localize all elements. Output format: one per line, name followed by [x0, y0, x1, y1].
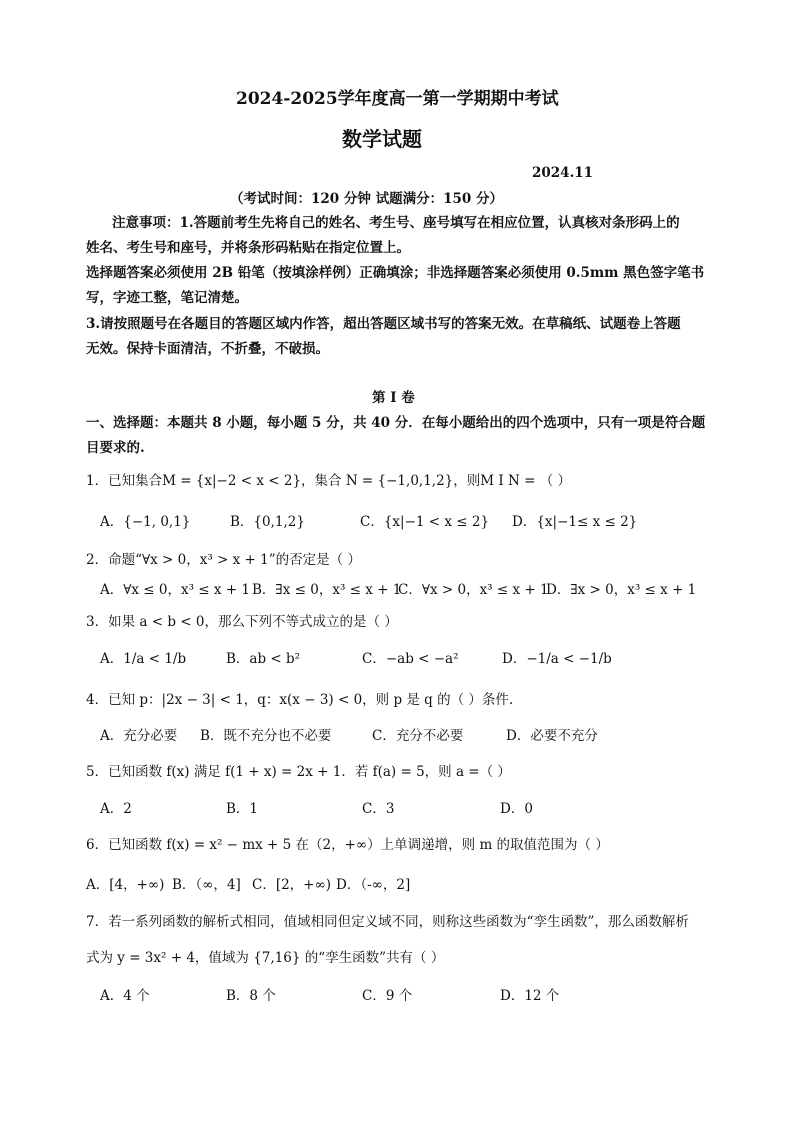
question-1-option-d: D．{x|−1≤ x ≤ 2}: [512, 514, 638, 530]
question-6-option-c: C．[2，+∞): [252, 877, 332, 893]
question-7-option-b: B．8 个: [226, 988, 276, 1004]
question-4-option-a: A．充分必要: [100, 728, 178, 744]
question-7-stem-2: 式为 y = 3x² + 4，值域为 {7,16} 的“孪生函数”共有（ ）: [86, 950, 445, 966]
question-1-option-a: A．{−1, 0,1}: [100, 514, 191, 530]
question-4-stem: 4．已知 p：|2x − 3| < 1，q：x(x − 3) < 0，则 p 是 q 的（ ）条件.: [86, 692, 514, 708]
notes-line-3: 选择题答案必须使用 2B 铅笔（按填涂样例）正确填涂；非选择题答案必须使用 0.5mm 黑色签字笔书: [86, 265, 705, 281]
question-6-stem: 6．已知函数 f(x) = x² − mx + 5 在（2，+∞）上单调递增，则 m 的取值范围为（ ）: [86, 837, 609, 853]
question-5-stem: 5．已知函数 f(x) 满足 f(1 + x) = 2x + 1．若 f(a) = 5，则 a =（ ）: [86, 764, 511, 780]
question-2-option-b: B．∃x ≤ 0，x³ ≤ x + 1: [252, 582, 402, 598]
question-3-option-a: A．1/a < 1/b: [100, 651, 187, 667]
question-6-option-d: D．（-∞，2]: [336, 877, 411, 893]
question-7-option-c: C．9 个: [362, 988, 413, 1004]
question-3-option-d: D．−1/a < −1/b: [502, 651, 612, 667]
question-4-option-b: B．既不充分也不必要: [200, 728, 332, 744]
question-1-option-c: C．{x|−1 < x ≤ 2}: [360, 514, 490, 530]
question-5-option-b: B．1: [226, 801, 259, 817]
question-6-option-b: B．（∞，4]: [172, 877, 241, 893]
notes-line-2: 姓名、考生号和座号，并将条形码粘贴在指定位置上。: [86, 240, 410, 256]
question-5-option-a: A．2: [100, 801, 132, 817]
question-5-option-c: C．3: [362, 801, 395, 817]
question-7-option-d: D．12 个: [500, 988, 560, 1004]
notes-line-5: 3.请按照题号在各题目的答题区域内作答，超出答题区域书写的答案无效。在草稿纸、试题卷上答题: [86, 316, 681, 332]
question-6-option-a: A．[4，+∞): [86, 877, 165, 893]
notes-line-6: 无效。保持卡面清洁，不折叠，不破损。: [86, 341, 329, 357]
notes-line-4: 写，字迹工整，笔记清楚。: [86, 290, 248, 306]
question-1-stem: 1．已知集合M = {x|−2 < x < 2}，集合 N = {−1,0,1,2}，则M I N = （ ）: [86, 473, 571, 489]
notes-line-1: 注意事项：1.答题前考生先将自己的姓名、考生号、座号填写在相应位置，认真核对条形码上的: [112, 215, 680, 231]
section-intro-1: 一、选择题：本题共 8 小题，每小题 5 分，共 40 分．在每小题给出的四个选项中，只有一项是符合题: [86, 415, 706, 431]
exam-time-info: （考试时间：120 分钟 试题满分：150 分）: [230, 191, 503, 207]
section-intro-2: 目要求的.: [86, 440, 145, 456]
subject-title: 数学试题: [342, 127, 422, 151]
question-4-option-c: C．充分不必要: [372, 728, 464, 744]
question-2-option-c: C．∀x > 0，x³ ≤ x + 1: [398, 582, 549, 598]
exam-date: 2024.11: [532, 165, 594, 181]
question-1-option-b: B．{0,1,2}: [230, 514, 305, 530]
question-2-stem: 2．命题“∀x > 0，x³ > x + 1”的否定是（ ）: [86, 552, 361, 568]
question-7-option-a: A．4 个: [100, 988, 150, 1004]
question-4-option-d: D．必要不充分: [506, 728, 598, 744]
question-2-option-a: A．∀x ≤ 0，x³ ≤ x + 1: [100, 582, 251, 598]
question-2-option-d: D．∃x > 0，x³ ≤ x + 1: [546, 582, 697, 598]
question-3-option-b: B．ab < b²: [226, 651, 301, 667]
question-3-option-c: C．−ab < −a²: [362, 651, 459, 667]
question-5-option-d: D．0: [500, 801, 533, 817]
volume-heading: 第 I 卷: [372, 390, 415, 406]
question-7-stem: 7．若一系列函数的解析式相同，值域相同但定义域不同，则称这些函数为“孪生函数”，那么函数解析: [86, 914, 689, 930]
exam-title: 2024-2025学年度高一第一学期期中考试: [236, 89, 559, 109]
question-3-stem: 3．如果 a < b < 0，那么下列不等式成立的是（ ）: [86, 614, 398, 630]
